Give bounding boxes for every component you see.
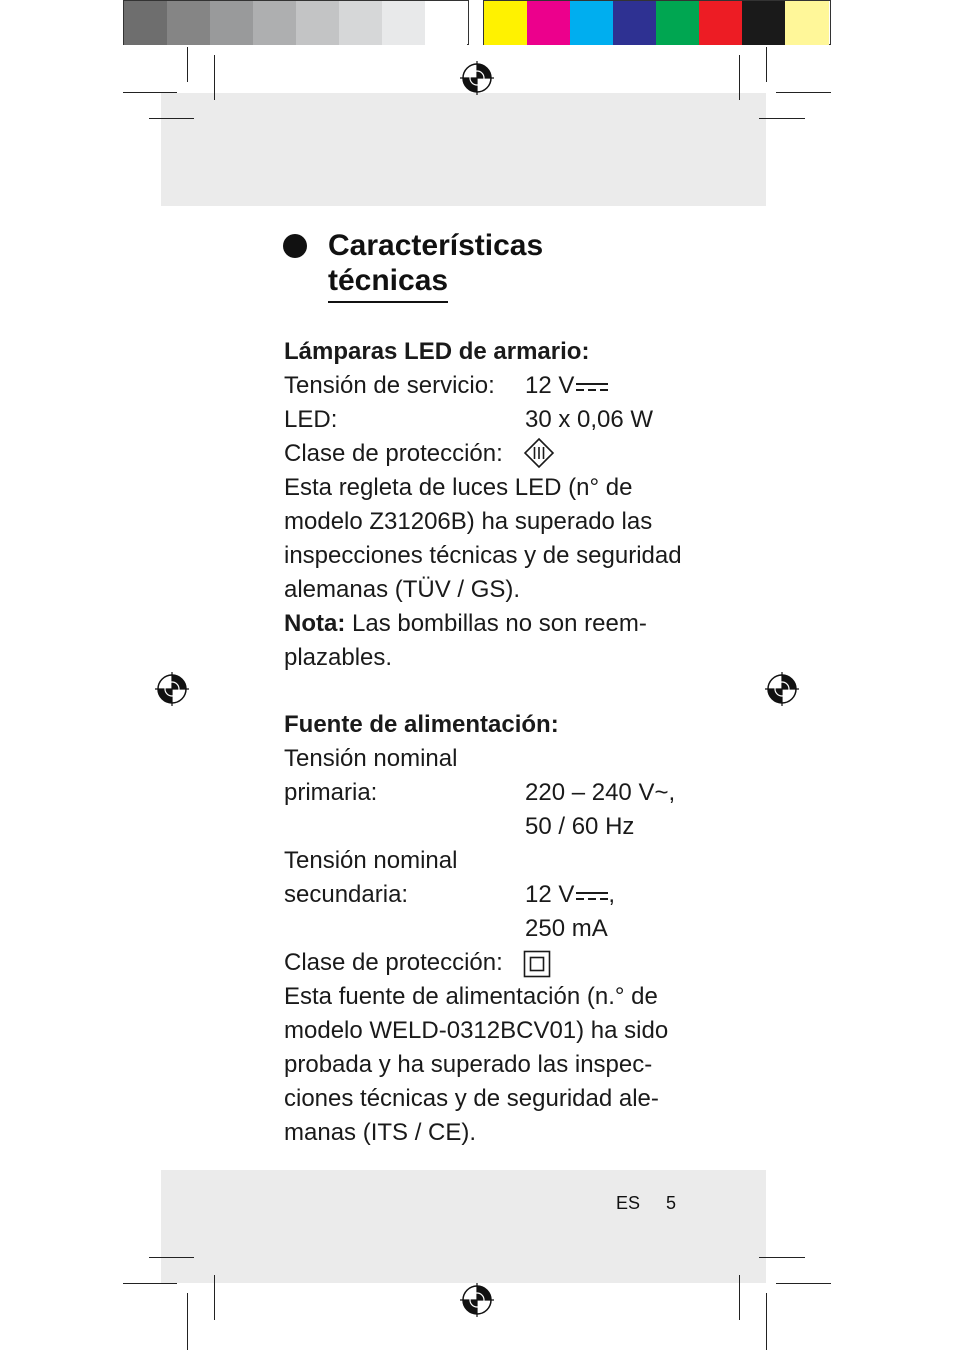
operating-voltage-value: [525, 369, 608, 403]
crop-mark: [759, 1257, 805, 1258]
note-line: [284, 607, 647, 641]
magenta-swatch: [527, 1, 570, 45]
crop-mark: [149, 118, 194, 119]
note-text-continued: plazables.: [284, 644, 393, 671]
secondary-voltage-suffix: ,: [608, 881, 616, 908]
grayscale-color-bar: [123, 0, 469, 45]
primary-voltage-label-1: Tensión nominal: [284, 745, 458, 772]
crop-mark: [187, 47, 188, 82]
crop-mark: [766, 1293, 767, 1350]
crop-mark: [187, 1293, 188, 1350]
registration-mark-icon: [460, 1283, 494, 1317]
blue-swatch: [613, 1, 656, 45]
secondary-voltage-value-2: 250 mA: [525, 915, 608, 942]
power-paragraph-line: manas (ITS / CE).: [284, 1119, 477, 1146]
power-protection-class-label: Clase de protección:: [284, 949, 503, 976]
gray-swatch: [167, 1, 210, 45]
protection-class-iii-icon: [523, 437, 555, 469]
secondary-voltage-label-2: secundaria:: [284, 881, 409, 908]
operating-voltage-text: 12 V: [525, 372, 575, 399]
crop-mark: [149, 1257, 194, 1258]
section-title: [328, 228, 543, 303]
registration-mark-icon: [460, 61, 494, 95]
crop-mark: [214, 55, 215, 100]
yellow-swatch: [484, 1, 527, 45]
note-label: Nota:: [284, 610, 346, 637]
gray-swatch: [296, 1, 339, 45]
crop-mark: [739, 55, 740, 100]
protection-class-ii-icon: [523, 950, 551, 978]
crop-mark: [776, 92, 831, 93]
led-label: LED:: [284, 406, 338, 433]
crop-mark: [739, 1275, 740, 1320]
crop-mark: [214, 1275, 215, 1320]
gray-swatch: [253, 1, 296, 45]
bottom-gray-panel: [161, 1170, 766, 1283]
gray-swatch: [425, 1, 467, 45]
power-paragraph-line: probada y ha superado las inspec-: [284, 1051, 653, 1078]
primary-voltage-value-1: 220 – 240 V~,: [525, 779, 676, 806]
registration-mark-icon: [765, 672, 799, 706]
crop-mark: [123, 92, 177, 93]
primary-voltage-label-2: primaria:: [284, 779, 378, 806]
light-yellow-swatch: [785, 1, 829, 45]
secondary-voltage-value-1: [525, 878, 615, 912]
section-title-line1: Características: [328, 229, 544, 262]
lamps-heading: Lámparas LED de armario:: [284, 338, 590, 365]
secondary-voltage-label-1: Tensión nominal: [284, 847, 458, 874]
primary-voltage-value-2: 50 / 60 Hz: [525, 813, 635, 840]
gray-swatch: [210, 1, 253, 45]
power-heading: Fuente de alimentación:: [284, 711, 559, 738]
gray-swatch: [124, 1, 167, 45]
lamps-paragraph-line: modelo Z31206B) ha superado las: [284, 508, 653, 535]
language-code: ES: [616, 1193, 641, 1213]
power-paragraph-line: modelo WELD-0312BCV01) ha sido: [284, 1017, 669, 1044]
process-color-bar: [483, 0, 831, 45]
led-value: 30 x 0,06 W: [525, 406, 654, 433]
green-swatch: [656, 1, 699, 45]
lamps-paragraph-line: alemanas (TÜV / GS).: [284, 576, 521, 603]
secondary-voltage-text: 12 V: [525, 881, 575, 908]
section-title-line2: técnicas: [328, 263, 448, 303]
power-paragraph-line: Esta fuente de alimentación (n.° de: [284, 983, 658, 1010]
note-text: Las bombillas no son reem-: [345, 610, 647, 637]
direct-current-icon: [576, 381, 608, 393]
crop-mark: [776, 1283, 831, 1284]
lamps-paragraph-line: Esta regleta de luces LED (n° de: [284, 474, 633, 501]
red-swatch: [699, 1, 742, 45]
bullet-icon: [283, 234, 307, 258]
lamp-protection-class-label: Clase de protección:: [284, 440, 503, 467]
lamps-paragraph-line: inspecciones técnicas y de seguridad: [284, 542, 682, 569]
registration-mark-icon: [155, 672, 189, 706]
black-swatch: [742, 1, 785, 45]
gray-swatch: [382, 1, 425, 45]
page-number: 5: [666, 1193, 677, 1213]
operating-voltage-label: Tensión de servicio:: [284, 372, 495, 399]
gray-swatch: [339, 1, 382, 45]
power-paragraph-line: ciones técnicas y de seguridad ale-: [284, 1085, 659, 1112]
top-gray-panel: [161, 93, 766, 206]
crop-mark: [123, 1283, 177, 1284]
cyan-swatch: [570, 1, 613, 45]
direct-current-icon: [576, 890, 608, 902]
crop-mark: [766, 47, 767, 82]
crop-mark: [759, 118, 805, 119]
